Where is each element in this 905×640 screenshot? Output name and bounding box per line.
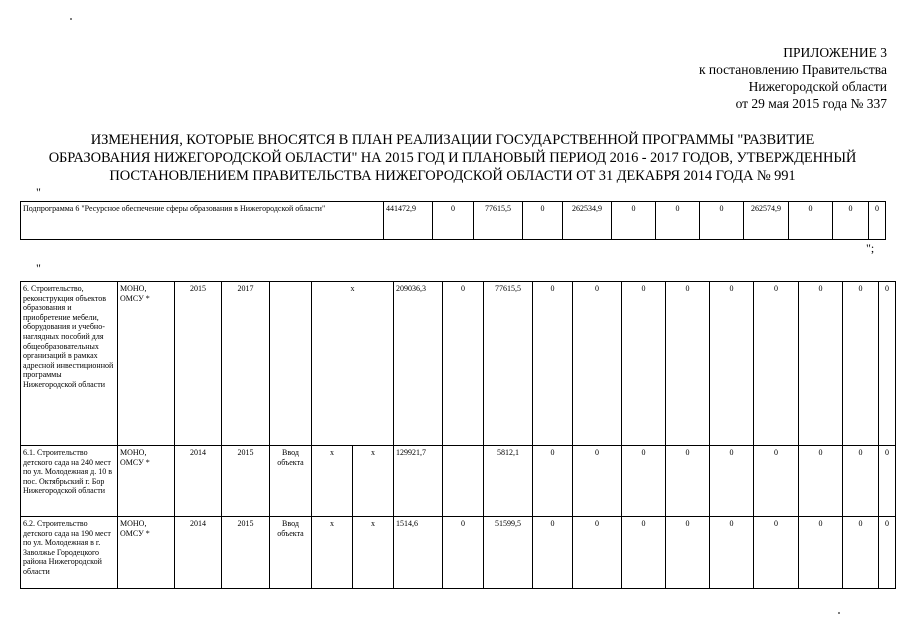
value-cell: 262574,9 xyxy=(744,202,789,240)
value-cell: 77615,5 xyxy=(484,282,533,446)
value-cell: 0 xyxy=(533,282,573,446)
value-cell: 0 xyxy=(869,202,886,240)
indicator-cell: x xyxy=(353,517,394,589)
table-row xyxy=(21,202,886,240)
table-row xyxy=(21,446,896,517)
value-cell: 0 xyxy=(843,446,879,517)
measure-name: 6. Строительство, реконструкция объектов образования и приобретение мебели, оборудования и учебно-наглядных пособий для общеобразовательных организаций в рамках адресной инвестиционной программы Нижегородской области xyxy=(21,282,118,446)
appendix-header xyxy=(699,44,887,112)
value-cell: 0 xyxy=(710,446,754,517)
subprogram-name: Подпрограмма 6 "Ресурсное обеспечение сферы образования в Нижегородской области" xyxy=(21,202,384,240)
measure-name: 6.1. Строительство детского сада на 240 мест по ул. Молодежная д. 10 в пос. Октябрьский г. Бор Нижегородской области xyxy=(21,446,118,517)
value-cell: 0 xyxy=(622,517,666,589)
executor-cell: МОНО, ОМСУ * xyxy=(118,282,175,446)
value-cell: 0 xyxy=(799,282,843,446)
value-cell: 0 xyxy=(710,517,754,589)
value-cell: 441472,9 xyxy=(384,202,433,240)
value-cell: 5812,1 xyxy=(484,446,533,517)
indicator-cell: x xyxy=(312,517,353,589)
appendix-number: ПРИЛОЖЕНИЕ 3 xyxy=(783,45,887,60)
open-quote-mark: " xyxy=(36,185,41,199)
value-cell: 0 xyxy=(666,446,710,517)
value-cell: 0 xyxy=(523,202,563,240)
value-cell: 0 xyxy=(612,202,656,240)
value-cell: 0 xyxy=(754,282,799,446)
close-quote-mark: "; xyxy=(866,241,875,255)
value-cell: 0 xyxy=(700,202,744,240)
table-row xyxy=(21,517,896,589)
value-cell: 0 xyxy=(799,446,843,517)
value-cell: 0 xyxy=(533,517,573,589)
result-cell: Ввод объекта xyxy=(270,517,312,589)
title-line-2: ОБРАЗОВАНИЯ НИЖЕГОРОДСКОЙ ОБЛАСТИ" НА 2015 ГОД И ПЛАНОВЫЙ ПЕРИОД 2016 - 2017 ГОДОВ, УТВЕРЖДЕННЫЙ xyxy=(48,150,857,166)
indicator-cell: x xyxy=(312,282,394,446)
value-cell: 0 xyxy=(443,282,484,446)
value-cell: 262534,9 xyxy=(563,202,612,240)
value-cell xyxy=(443,446,484,517)
value-cell: 0 xyxy=(533,446,573,517)
value-cell: 0 xyxy=(843,517,879,589)
value-cell: 0 xyxy=(879,517,896,589)
value-cell: 0 xyxy=(622,282,666,446)
value-cell: 0 xyxy=(879,282,896,446)
start-year-cell: 2015 xyxy=(175,282,222,446)
value-cell: 0 xyxy=(789,202,833,240)
appendix-region: Нижегородской области xyxy=(748,79,887,94)
end-year-cell: 2015 xyxy=(222,517,270,589)
open-quote-mark: " xyxy=(36,261,41,275)
value-cell: 0 xyxy=(573,446,622,517)
scan-speck xyxy=(70,18,72,20)
measure-name: 6.2. Строительство детского сада на 190 мест по ул. Молодежная в г. Заволжье Городецкого района Нижегородской области xyxy=(21,517,118,589)
value-cell: 209036,3 xyxy=(394,282,443,446)
value-cell: 0 xyxy=(443,517,484,589)
start-year-cell: 2014 xyxy=(175,446,222,517)
value-cell: 0 xyxy=(573,282,622,446)
indicator-cell: x xyxy=(312,446,353,517)
value-cell: 1514,6 xyxy=(394,517,443,589)
end-year-cell: 2017 xyxy=(222,282,270,446)
value-cell: 0 xyxy=(799,517,843,589)
appendix-date: от 29 мая 2015 года № 337 xyxy=(735,96,887,111)
title-line-1: ИЗМЕНЕНИЯ, КОТОРЫЕ ВНОСЯТСЯ В ПЛАН РЕАЛИЗАЦИИ ГОСУДАРСТВЕННОЙ ПРОГРАММЫ "РАЗВИТИЕ xyxy=(90,132,815,148)
table-row xyxy=(21,282,896,446)
value-cell: 77615,5 xyxy=(474,202,523,240)
result-cell: Ввод объекта xyxy=(270,446,312,517)
value-cell: 0 xyxy=(879,446,896,517)
executor-cell: МОНО, ОМСУ * xyxy=(118,446,175,517)
executor-cell: МОНО, ОМСУ * xyxy=(118,517,175,589)
value-cell: 0 xyxy=(666,517,710,589)
value-cell: 0 xyxy=(656,202,700,240)
value-cell: 0 xyxy=(573,517,622,589)
value-cell: 129921,7 xyxy=(394,446,443,517)
value-cell: 0 xyxy=(754,517,799,589)
value-cell: 0 xyxy=(622,446,666,517)
result-cell xyxy=(270,282,312,446)
end-year-cell: 2015 xyxy=(222,446,270,517)
appendix-ref: к постановлению Правительства xyxy=(698,62,887,77)
subprogram-table xyxy=(20,201,886,240)
value-cell: 0 xyxy=(666,282,710,446)
document-title xyxy=(20,131,885,185)
indicator-cell: x xyxy=(353,446,394,517)
scan-speck xyxy=(838,612,840,614)
value-cell: 0 xyxy=(843,282,879,446)
value-cell: 0 xyxy=(833,202,869,240)
value-cell: 51599,5 xyxy=(484,517,533,589)
title-line-3: ПОСТАНОВЛЕНИЕМ ПРАВИТЕЛЬСТВА НИЖЕГОРОДСКОЙ ОБЛАСТИ ОТ 31 ДЕКАБРЯ 2014 ГОДА № 991 xyxy=(109,168,796,184)
value-cell: 0 xyxy=(754,446,799,517)
value-cell: 0 xyxy=(433,202,474,240)
value-cell: 0 xyxy=(710,282,754,446)
start-year-cell: 2014 xyxy=(175,517,222,589)
measures-table xyxy=(20,281,896,589)
